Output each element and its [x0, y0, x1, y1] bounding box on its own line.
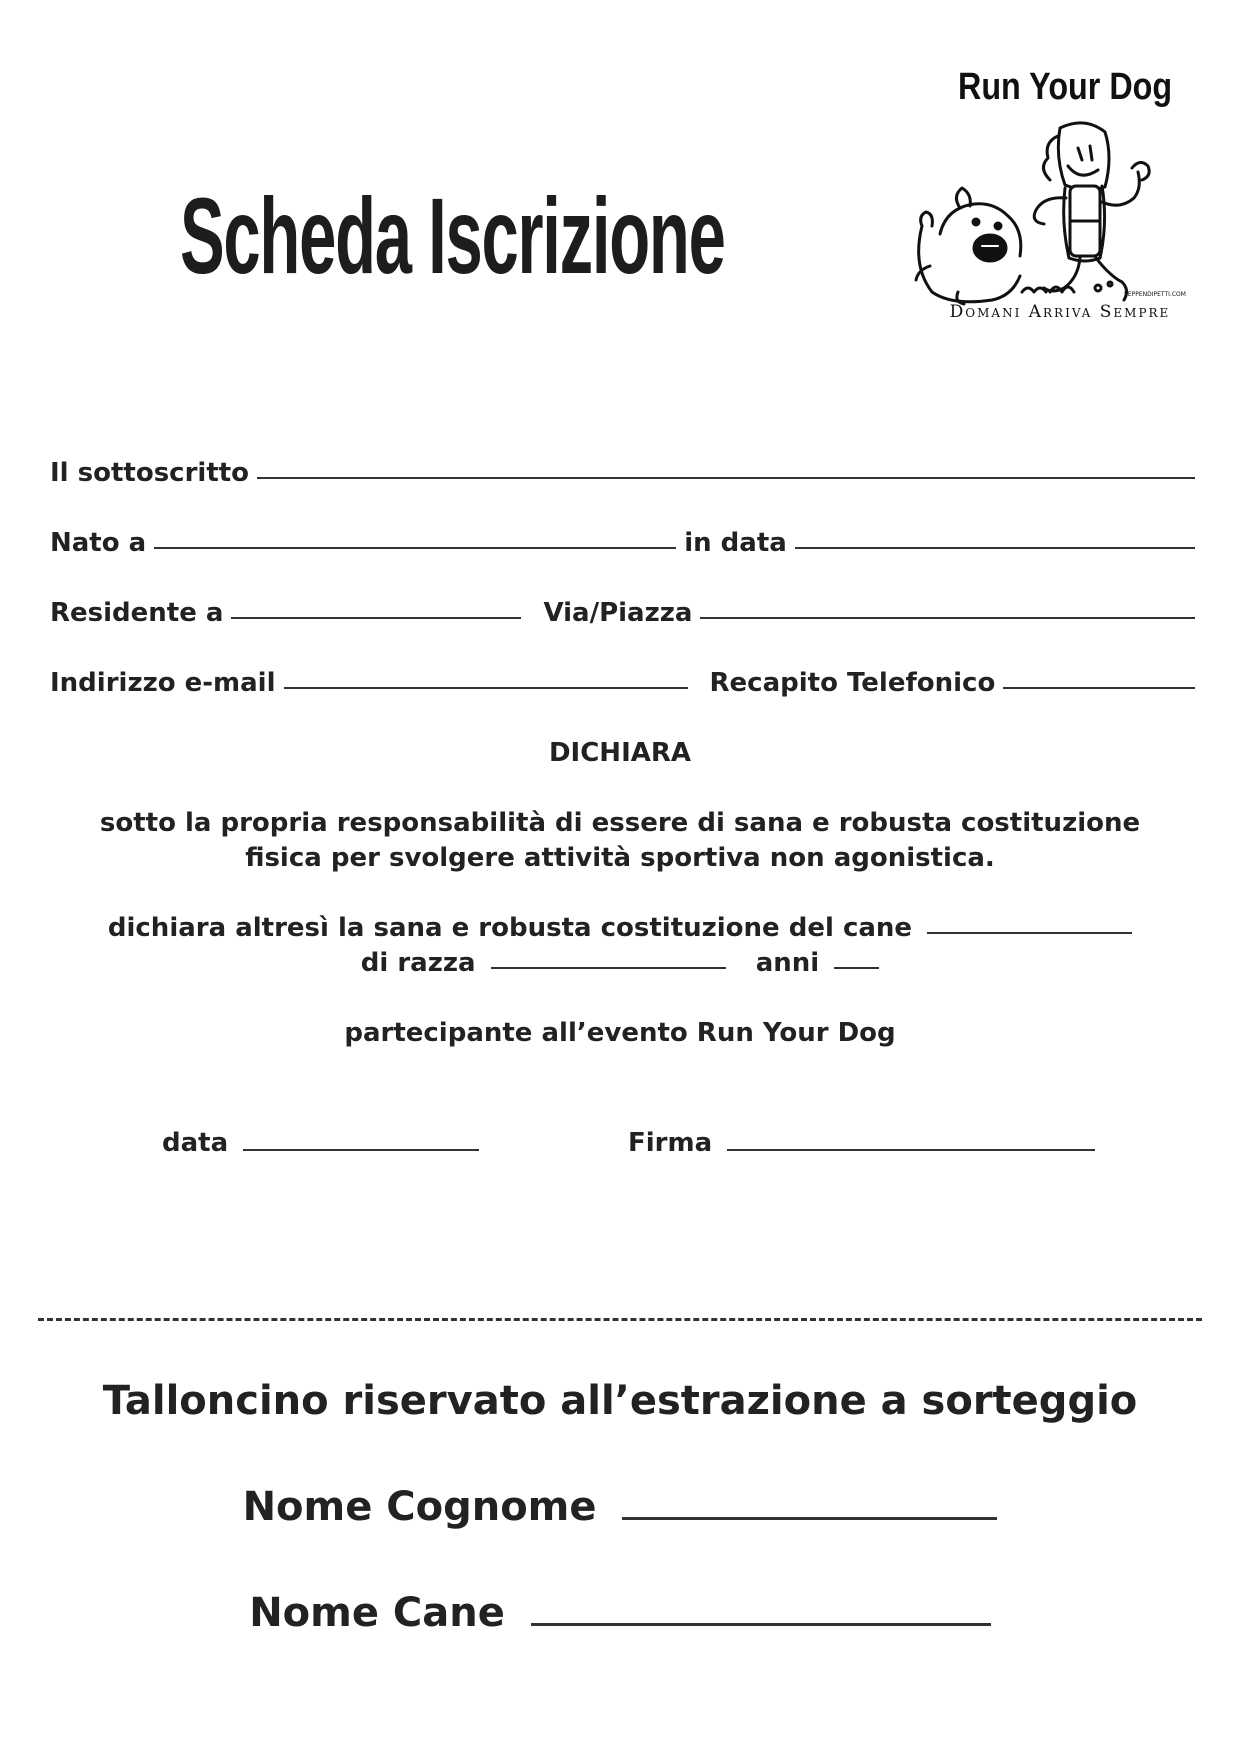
dog-declaration-label: dichiara altresì la sana e robusta costituzione del cane	[107, 913, 913, 943]
email-field[interactable]	[284, 687, 688, 689]
cut-line-divider	[38, 1318, 1202, 1321]
coupon-nome-cane-row	[0, 1590, 1240, 1636]
firma-label: Firma	[628, 1128, 713, 1158]
dog-breed-line	[0, 948, 1240, 978]
via-piazza-label: Via/Piazza	[543, 598, 693, 628]
dichiara-heading: DICHIARA	[548, 738, 692, 768]
coupon-nome-cognome-row	[0, 1484, 1240, 1530]
sottoscritto-label: Il sottoscritto	[50, 458, 250, 488]
nome-cognome-label: Nome Cognome	[242, 1484, 597, 1530]
anni-field[interactable]	[834, 967, 879, 969]
telefono-field[interactable]	[1003, 687, 1195, 689]
event-line: partecipante all’evento Run Your Dog	[344, 1018, 896, 1048]
form-row-nascita	[50, 528, 1195, 558]
data-field[interactable]	[243, 1149, 479, 1151]
via-piazza-field[interactable]	[700, 617, 1195, 619]
email-label: Indirizzo e-mail	[50, 668, 276, 698]
firma-field[interactable]	[727, 1149, 1095, 1151]
run-your-dog-logo	[910, 62, 1210, 332]
declaration-line-1: sotto la propria responsabilità di essere di sana e robusta costituzione	[99, 808, 1141, 838]
nome-cane-label: Nome Cane	[249, 1590, 505, 1636]
residente-a-label: Residente a	[50, 598, 224, 628]
razza-field[interactable]	[491, 967, 726, 969]
logo-tagline: Domani Arriva Sempre	[949, 302, 1171, 322]
telefono-label: Recapito Telefonico	[709, 668, 996, 698]
form-row-residenza	[50, 598, 1195, 628]
logo-title: Run Your Dog	[958, 66, 1173, 108]
nato-a-field[interactable]	[154, 547, 676, 549]
anni-label: anni	[755, 948, 820, 978]
razza-label: di razza	[360, 948, 476, 978]
residente-a-field[interactable]	[231, 617, 521, 619]
page-title: Scheda Iscrizione	[180, 175, 725, 296]
data-label: data	[162, 1128, 229, 1158]
coupon-title: Talloncino riservato all’estrazione a sorteggio	[102, 1378, 1138, 1424]
sottoscritto-field[interactable]	[257, 477, 1195, 479]
in-data-field[interactable]	[795, 547, 1195, 549]
dog-declaration-line	[0, 913, 1240, 943]
nato-a-label: Nato a	[50, 528, 147, 558]
dog-name-field[interactable]	[927, 932, 1132, 934]
logo-credit: SEPPENDIPETTI.COM	[1124, 291, 1186, 298]
date-signature-block	[162, 1128, 479, 1158]
runner-and-dog-illustration	[910, 116, 1210, 306]
form-row-contatti	[50, 668, 1195, 698]
firma-block	[628, 1128, 1095, 1158]
in-data-label: in data	[684, 528, 787, 558]
declaration-line-2: fisica per svolgere attività sportiva non agonistica.	[245, 843, 995, 873]
form-row-sottoscritto	[50, 458, 1195, 488]
nome-cane-field[interactable]	[531, 1623, 991, 1626]
nome-cognome-field[interactable]	[622, 1517, 997, 1520]
